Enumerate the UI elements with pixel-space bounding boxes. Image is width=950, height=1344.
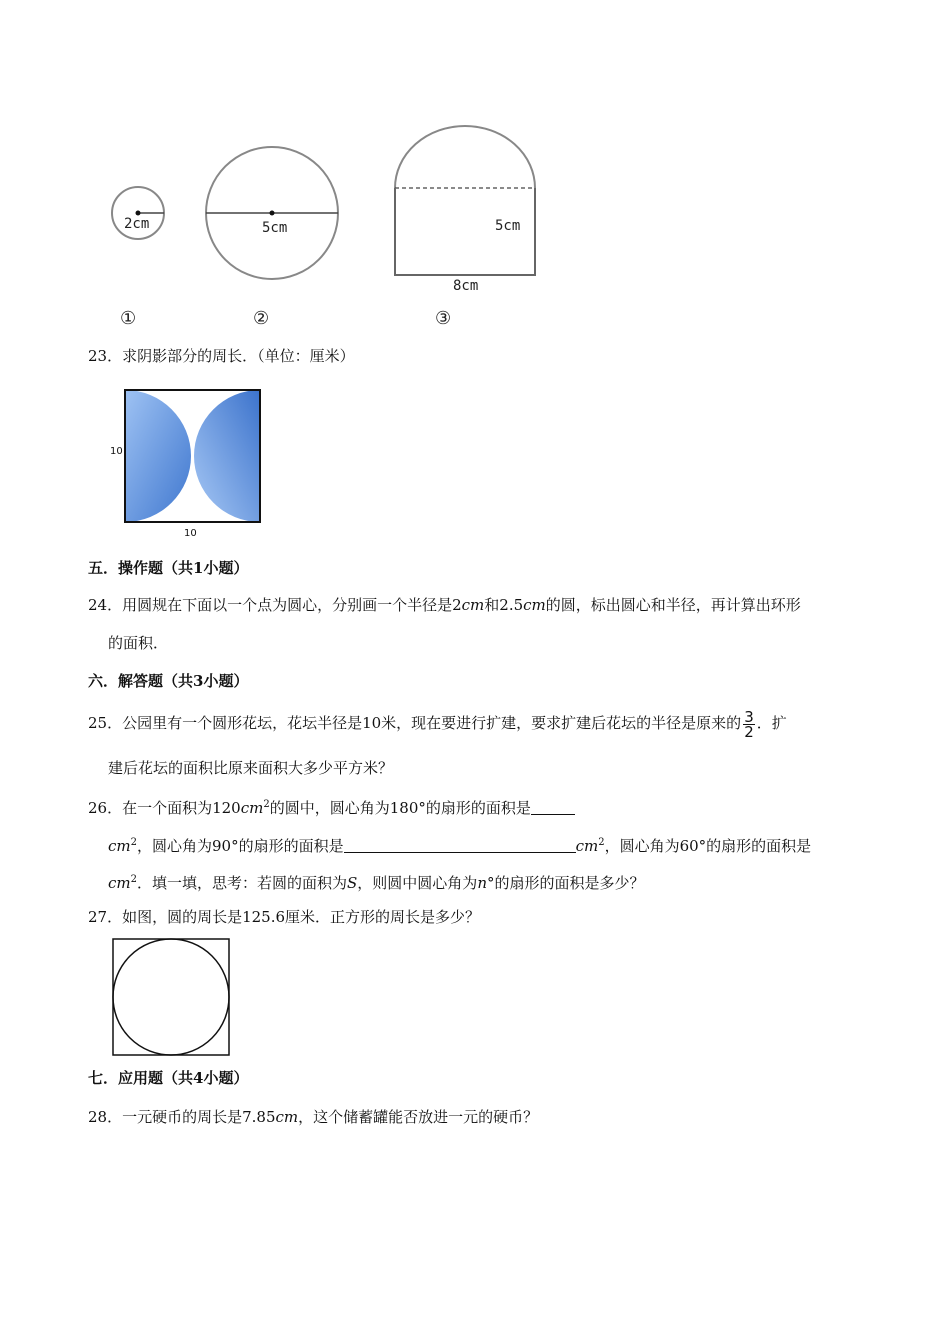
q25-text-end: ．扩 <box>756 714 787 732</box>
answer-blank-1[interactable] <box>531 798 575 815</box>
q25-line-2: 建后花坛的面积比原来面积大多少平方米？ <box>108 759 394 777</box>
q26-text-d: 的圆中，圆心角为180°的扇形的面积是 <box>269 799 531 817</box>
q24-text-d: 和 <box>484 596 500 614</box>
q26-line-2 <box>108 833 811 856</box>
fig2-number: ② <box>253 308 270 329</box>
q26-line-1 <box>88 795 575 818</box>
right-semicircle <box>194 390 260 522</box>
q24-line-1 <box>88 595 801 615</box>
q26-text-l2d: ，圆心角为60°的扇形的面积是 <box>604 837 812 855</box>
semicircle-top <box>395 126 535 188</box>
q25-text: 25．公园里有一个圆形花坛，花坛半径是10米，现在要进行扩建，要求扩建后花坛的半径是原来的 <box>88 714 742 732</box>
inscribed-circle <box>113 939 229 1055</box>
q24-value-2: 2 <box>452 596 462 614</box>
fig3-number: ③ <box>435 308 452 329</box>
fraction-denominator: 2 <box>744 722 754 741</box>
q26-var-n: n <box>477 874 487 892</box>
q24-text-g: 的圆，标出圆心和半径，再计算出环形 <box>545 596 801 614</box>
q24-text-a: 24．用圆规在下面以一个点为圆心，分别画一个半径是 <box>88 596 453 614</box>
q27-circle-in-square <box>110 936 234 1060</box>
q26-unit-4-sup: 2 <box>130 874 137 885</box>
left-semicircle <box>125 390 191 522</box>
q28-text <box>88 1107 538 1127</box>
q26-unit-sup: 2 <box>263 799 270 810</box>
section-7-title: 七．应用题（共4小题） <box>88 1069 249 1087</box>
section-6-title: 六．解答题（共3小题） <box>88 672 249 690</box>
q26-var-s: S <box>347 874 358 892</box>
fig3-bottom-label: 8cm <box>453 278 479 294</box>
q26-area-value: 120 <box>212 799 241 817</box>
q25-line-1 <box>88 708 787 739</box>
fraction-numerator: 3 <box>744 707 754 726</box>
small-circle-center <box>136 211 141 216</box>
q23-text: 23．求阴影部分的周长．（单位：厘米） <box>88 347 355 365</box>
circle-figures <box>100 118 560 338</box>
q24-unit-1: cm <box>461 596 485 614</box>
q23-side-label: 10 <box>110 446 123 457</box>
q26-text-l2b: ，圆心角为90°的扇形的面积是 <box>137 837 344 855</box>
q26-line-3 <box>108 870 645 893</box>
q23-shaded-figure <box>108 384 268 540</box>
fig1-label: 2cm <box>124 216 150 232</box>
q26-text-l3c: ，则圆中圆心角为 <box>357 874 478 892</box>
fig3-side-label: 5cm <box>495 218 521 234</box>
q28-text-d: ，这个储蓄罐能否放进一元的硬币？ <box>298 1108 539 1126</box>
q26-unit-3: cm <box>575 837 599 855</box>
section-5-title: 五．操作题（共1小题） <box>88 559 249 577</box>
q24-line-2: 的面积． <box>108 634 169 652</box>
fig2-label: 5cm <box>262 220 288 236</box>
q26-unit-2-sup: 2 <box>130 837 137 848</box>
q28-unit: cm <box>275 1108 299 1126</box>
q24-value-25: 2.5 <box>499 596 524 614</box>
q28-text-a: 28．一元硬币的周长是 <box>88 1108 243 1126</box>
fig1-number: ① <box>120 308 137 329</box>
q23-bottom-label: 10 <box>184 528 197 539</box>
q27-text: 27．如图，圆的周长是125.6厘米．正方形的周长是多少？ <box>88 908 481 926</box>
q25-fraction <box>743 707 755 741</box>
q26-unit: cm <box>240 799 264 817</box>
q24-unit-2: cm <box>523 596 546 614</box>
medium-circle-center <box>270 211 275 216</box>
q26-unit-2: cm <box>108 837 131 855</box>
answer-blank-2[interactable] <box>344 836 576 853</box>
q26-text-l3d: °的扇形的面积是多少？ <box>486 874 645 892</box>
q26-unit-3-sup: 2 <box>598 837 605 848</box>
q26-unit-4: cm <box>108 874 131 892</box>
q26-text-a: 26．在一个面积为 <box>88 799 213 817</box>
q26-text-l3b: ．填一填，思考：若圆的面积为 <box>137 874 348 892</box>
q28-value: 7.85 <box>242 1108 276 1126</box>
